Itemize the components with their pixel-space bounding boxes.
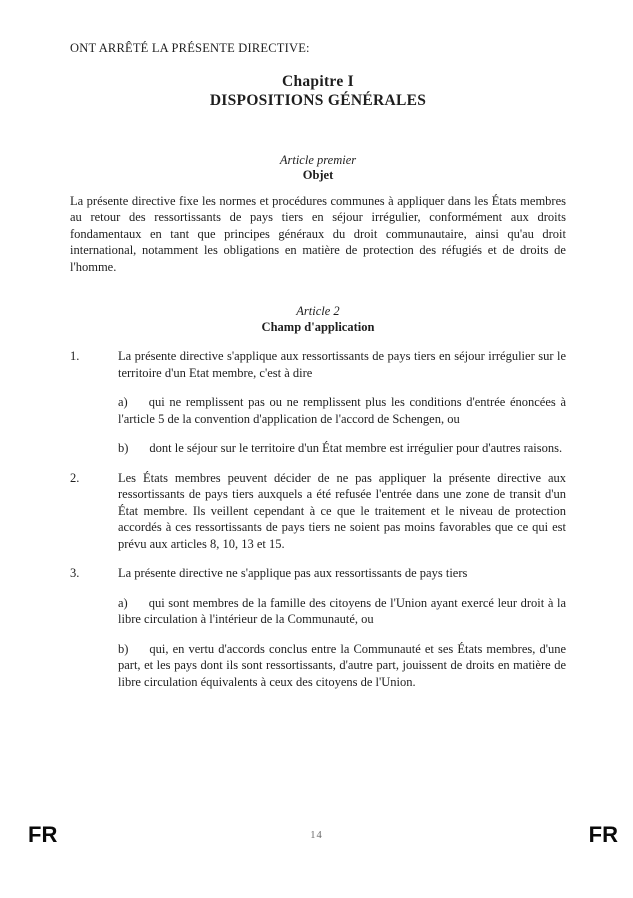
- item-number: 2.: [70, 470, 80, 485]
- subitem-3b: [118, 641, 566, 691]
- subitem-1a: [118, 394, 566, 427]
- item-text: La présente directive s'applique aux ressortissants de pays tiers en séjour irrégulier sur le territoire d'un Etat membre, c'est à dire: [118, 349, 566, 380]
- subitem-text: qui, en vertu d'accords conclus entre la Communauté et ses États membres, d'une part, et les pays dont ils sont ressortissants, d'autre part, jouissent de droits en matière de libre circulation équivalents à ceux des citoyens de l'Union.: [118, 641, 566, 689]
- language-code-left: FR: [28, 822, 58, 847]
- chapter-subtitle: DISPOSITIONS GÉNÉRALES: [209, 91, 427, 109]
- article-1-body: La présente directive fixe les normes et procédures communes à appliquer dans les États membres au retour des ressortissants de pays tiers en séjour irrégulier, conformément aux droits fondamentaux en tant que principes généraux du droit communautaire, ainsi qu'au droit international, notamment les obligations en matière de protection des réfugiés et de droits de l'homme.: [70, 193, 566, 274]
- subitem-text: dont le séjour sur le territoire d'un État membre est irrégulier pour d'autres raisons.: [149, 441, 563, 455]
- item-text: La présente directive ne s'applique pas aux ressortissants de pays tiers: [118, 566, 468, 580]
- subitem-text: qui sont membres de la famille des citoyens de l'Union ayant exercé leur droit à la libre circulation à l'intérieur de la Communauté, ou: [118, 595, 566, 626]
- item-number: 1.: [70, 349, 80, 363]
- subitem-label: a): [118, 595, 128, 610]
- item-number: 3.: [70, 566, 80, 580]
- language-code-right: FR: [588, 822, 618, 847]
- article-1-subheading: Objet: [302, 168, 334, 182]
- subitem-label: b): [118, 641, 129, 656]
- article-2-items: [70, 348, 566, 690]
- subitem-1b: [118, 440, 566, 457]
- item-text: Les États membres peuvent décider de ne pas appliquer la présente directive aux ressortissants de pays tiers auxquels a été refusée l'entrée dans une zone de transit d'un État membre. Ils veillent cependant à ce que le traitement et le niveau de protection accordés à ces ressortissants de pays tiers ne soient pas moins favorables que ce qui est prévu aux articles 8, 10, 13 et 15.: [118, 470, 566, 551]
- article-2-heading-block: [70, 304, 566, 335]
- subitem-text: qui ne remplissent pas ou ne remplissent plus les conditions d'entrée énoncées à l'article 5 de la convention d'application de l'accord de Schengen, ou: [118, 395, 566, 426]
- subitem-label: b): [118, 441, 129, 455]
- numbered-item-2: [70, 470, 566, 553]
- page-number: 14: [310, 830, 323, 841]
- numbered-item-3: [70, 565, 566, 582]
- article-2-heading: Article 2: [296, 304, 340, 318]
- article-2-subheading: Champ d'application: [261, 319, 375, 334]
- chapter-heading-block: [70, 72, 566, 110]
- enacting-formula: ONT ARRÊTÉ LA PRÉSENTE DIRECTIVE:: [70, 41, 310, 55]
- chapter-title: Chapitre I: [281, 72, 355, 90]
- numbered-item-1: [70, 348, 566, 381]
- page-content: [70, 40, 566, 690]
- article-1-heading: Article premier: [279, 152, 357, 167]
- subitem-label: a): [118, 395, 128, 409]
- article-1-heading-block: [70, 153, 566, 184]
- subitem-3a: [118, 595, 566, 628]
